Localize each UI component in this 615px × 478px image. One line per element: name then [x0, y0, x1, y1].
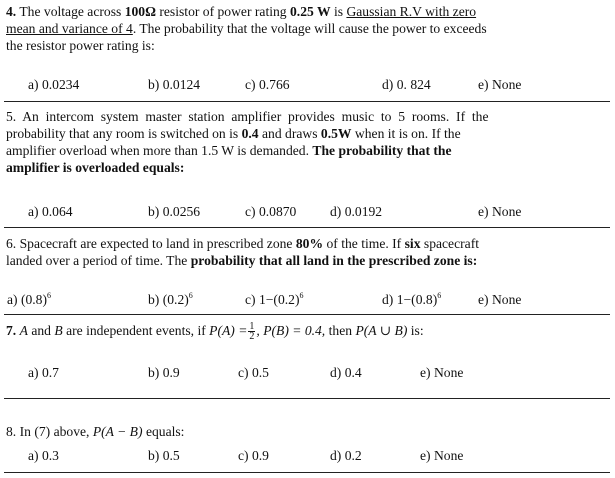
q4-option-b[interactable]: b) 0.0124: [148, 77, 201, 92]
q7-text: is:: [410, 323, 424, 338]
q4-resistance: 100Ω: [124, 4, 156, 19]
divider: [4, 398, 610, 399]
q5-option-b[interactable]: b) 0.0256: [148, 204, 201, 219]
q4-option-a[interactable]: a) 0.0234: [28, 77, 80, 92]
q5-option-e[interactable]: e) None: [478, 204, 522, 219]
q4-option-c[interactable]: c) 0.766: [245, 77, 290, 92]
q4-text: is: [333, 4, 344, 19]
q8-difference: P(A − B): [92, 424, 143, 439]
q5-power: 0.5W: [320, 126, 352, 141]
q7-union: P(A ∪ B): [355, 323, 408, 338]
q6-line-2: [6, 252, 566, 269]
q4-number: 4.: [6, 4, 17, 19]
q7-event-a: A: [19, 323, 28, 338]
q4-option-e[interactable]: e) None: [478, 77, 522, 92]
q7-prob-a: P(A) =: [209, 323, 248, 338]
q6-line-1: [6, 235, 566, 252]
q8-options: [0, 447, 600, 464]
q6-option-d[interactable]: [382, 291, 441, 308]
q5-options: [0, 203, 600, 220]
q6-text-bold: probability that all land in the prescribed zone is:: [190, 253, 478, 268]
q6-option-a-label: a) (0.8): [7, 292, 48, 307]
q4-text-underlined: Gaussian R.V with zero: [346, 4, 477, 19]
q4-options: [0, 76, 600, 93]
q6-option-b-label: b) (0.2): [148, 292, 189, 307]
q5-text: amplifier overload when more than 1.5 W is demanded.: [6, 143, 310, 158]
q8-option-c[interactable]: c) 0.9: [238, 448, 269, 463]
question-5: [6, 108, 566, 176]
q6-option-a[interactable]: [7, 291, 51, 308]
q8-text: 8. In (7) above,: [6, 424, 90, 439]
q6-text: 6. Spacecraft are expected to land in prescribed zone: [6, 236, 293, 251]
q5-text: when it is on. If the: [354, 126, 461, 141]
q5-probability: 0.4: [241, 126, 259, 141]
q4-power-rating: 0.25 W: [290, 4, 331, 19]
q7-number: 7.: [6, 323, 17, 338]
q7-option-b[interactable]: b) 0.9: [148, 365, 180, 380]
q4-line-1: [6, 3, 566, 20]
question-8: [6, 423, 566, 440]
divider: [4, 101, 610, 102]
q8-option-e[interactable]: e) None: [420, 448, 464, 463]
q5-text: probability that any room is switched on is: [6, 126, 239, 141]
q7-event-b: B: [54, 323, 63, 338]
q8-text: equals:: [145, 424, 185, 439]
q8-option-b[interactable]: b) 0.5: [148, 448, 180, 463]
q4-text: resistor of power rating: [159, 4, 287, 19]
q7-option-c[interactable]: c) 0.5: [238, 365, 269, 380]
q6-options: [0, 291, 600, 308]
q7-text: are independent events, if: [66, 323, 206, 338]
q6-text: landed over a period of time. The: [6, 253, 188, 268]
q7-option-d[interactable]: d) 0.4: [330, 365, 362, 380]
q5-line-4: [6, 159, 566, 176]
q5-option-d[interactable]: d) 0.0192: [330, 204, 383, 219]
q4-line-2: [6, 20, 566, 37]
q8-option-a[interactable]: a) 0.3: [28, 448, 59, 463]
q5-line-1: 5. An intercom system master station amplifier provides music to 5 rooms. If the: [6, 109, 489, 124]
q6-exponent: 6: [437, 291, 442, 300]
q4-line-3: the resistor power rating is:: [6, 38, 155, 53]
fraction-numerator: 1: [249, 321, 255, 333]
divider: [4, 472, 610, 473]
question-4: [6, 3, 566, 54]
q7-option-e[interactable]: e) None: [420, 365, 464, 380]
q4-option-d[interactable]: d) 0. 824: [382, 77, 431, 92]
q6-exponent: 6: [47, 291, 52, 300]
q6-option-c-label: c) 1−(0.2): [245, 292, 300, 307]
q6-text: spacecraft: [423, 236, 479, 251]
q6-option-d-label: d) 1−(0.8): [382, 292, 438, 307]
q6-text: of the time. If: [326, 236, 402, 251]
question-6: [6, 235, 566, 269]
q5-text: and draws: [262, 126, 318, 141]
q6-option-e-label: e) None: [478, 292, 522, 307]
q7-options: [0, 364, 600, 381]
q4-text: The voltage across: [19, 4, 122, 19]
q7-text: and: [31, 323, 51, 338]
q5-line-3: [6, 142, 566, 159]
divider: [4, 227, 610, 228]
q6-count: six: [404, 236, 421, 251]
q6-option-b[interactable]: [148, 291, 193, 308]
q6-percent: 80%: [295, 236, 324, 251]
q5-text-bold: The probability that the: [312, 143, 452, 158]
q7-text: then: [328, 323, 353, 338]
q6-option-c[interactable]: [245, 291, 303, 308]
q6-exponent: 6: [188, 291, 193, 300]
q5-line-2: [6, 125, 566, 142]
q7-line-1: [6, 319, 606, 343]
q5-text-bold: amplifier is overloaded equals:: [6, 160, 185, 175]
q5-option-c[interactable]: c) 0.0870: [245, 204, 297, 219]
q6-exponent: 6: [299, 291, 304, 300]
fraction-denominator: 2: [249, 331, 255, 343]
question-7: [6, 319, 606, 343]
q7-option-a[interactable]: a) 0.7: [28, 365, 59, 380]
q4-text-underlined: mean and variance of 4: [6, 21, 133, 36]
q8-line-1: [6, 423, 566, 440]
q4-text: . The probability that the voltage will cause the power to exceeds: [132, 21, 487, 36]
q6-option-e[interactable]: [478, 291, 521, 308]
q7-fraction: [248, 322, 255, 341]
q5-option-a[interactable]: a) 0.064: [28, 204, 73, 219]
q7-prob-b: , P(B) = 0.4,: [256, 323, 326, 338]
q8-option-d[interactable]: d) 0.2: [330, 448, 362, 463]
divider: [4, 314, 610, 315]
